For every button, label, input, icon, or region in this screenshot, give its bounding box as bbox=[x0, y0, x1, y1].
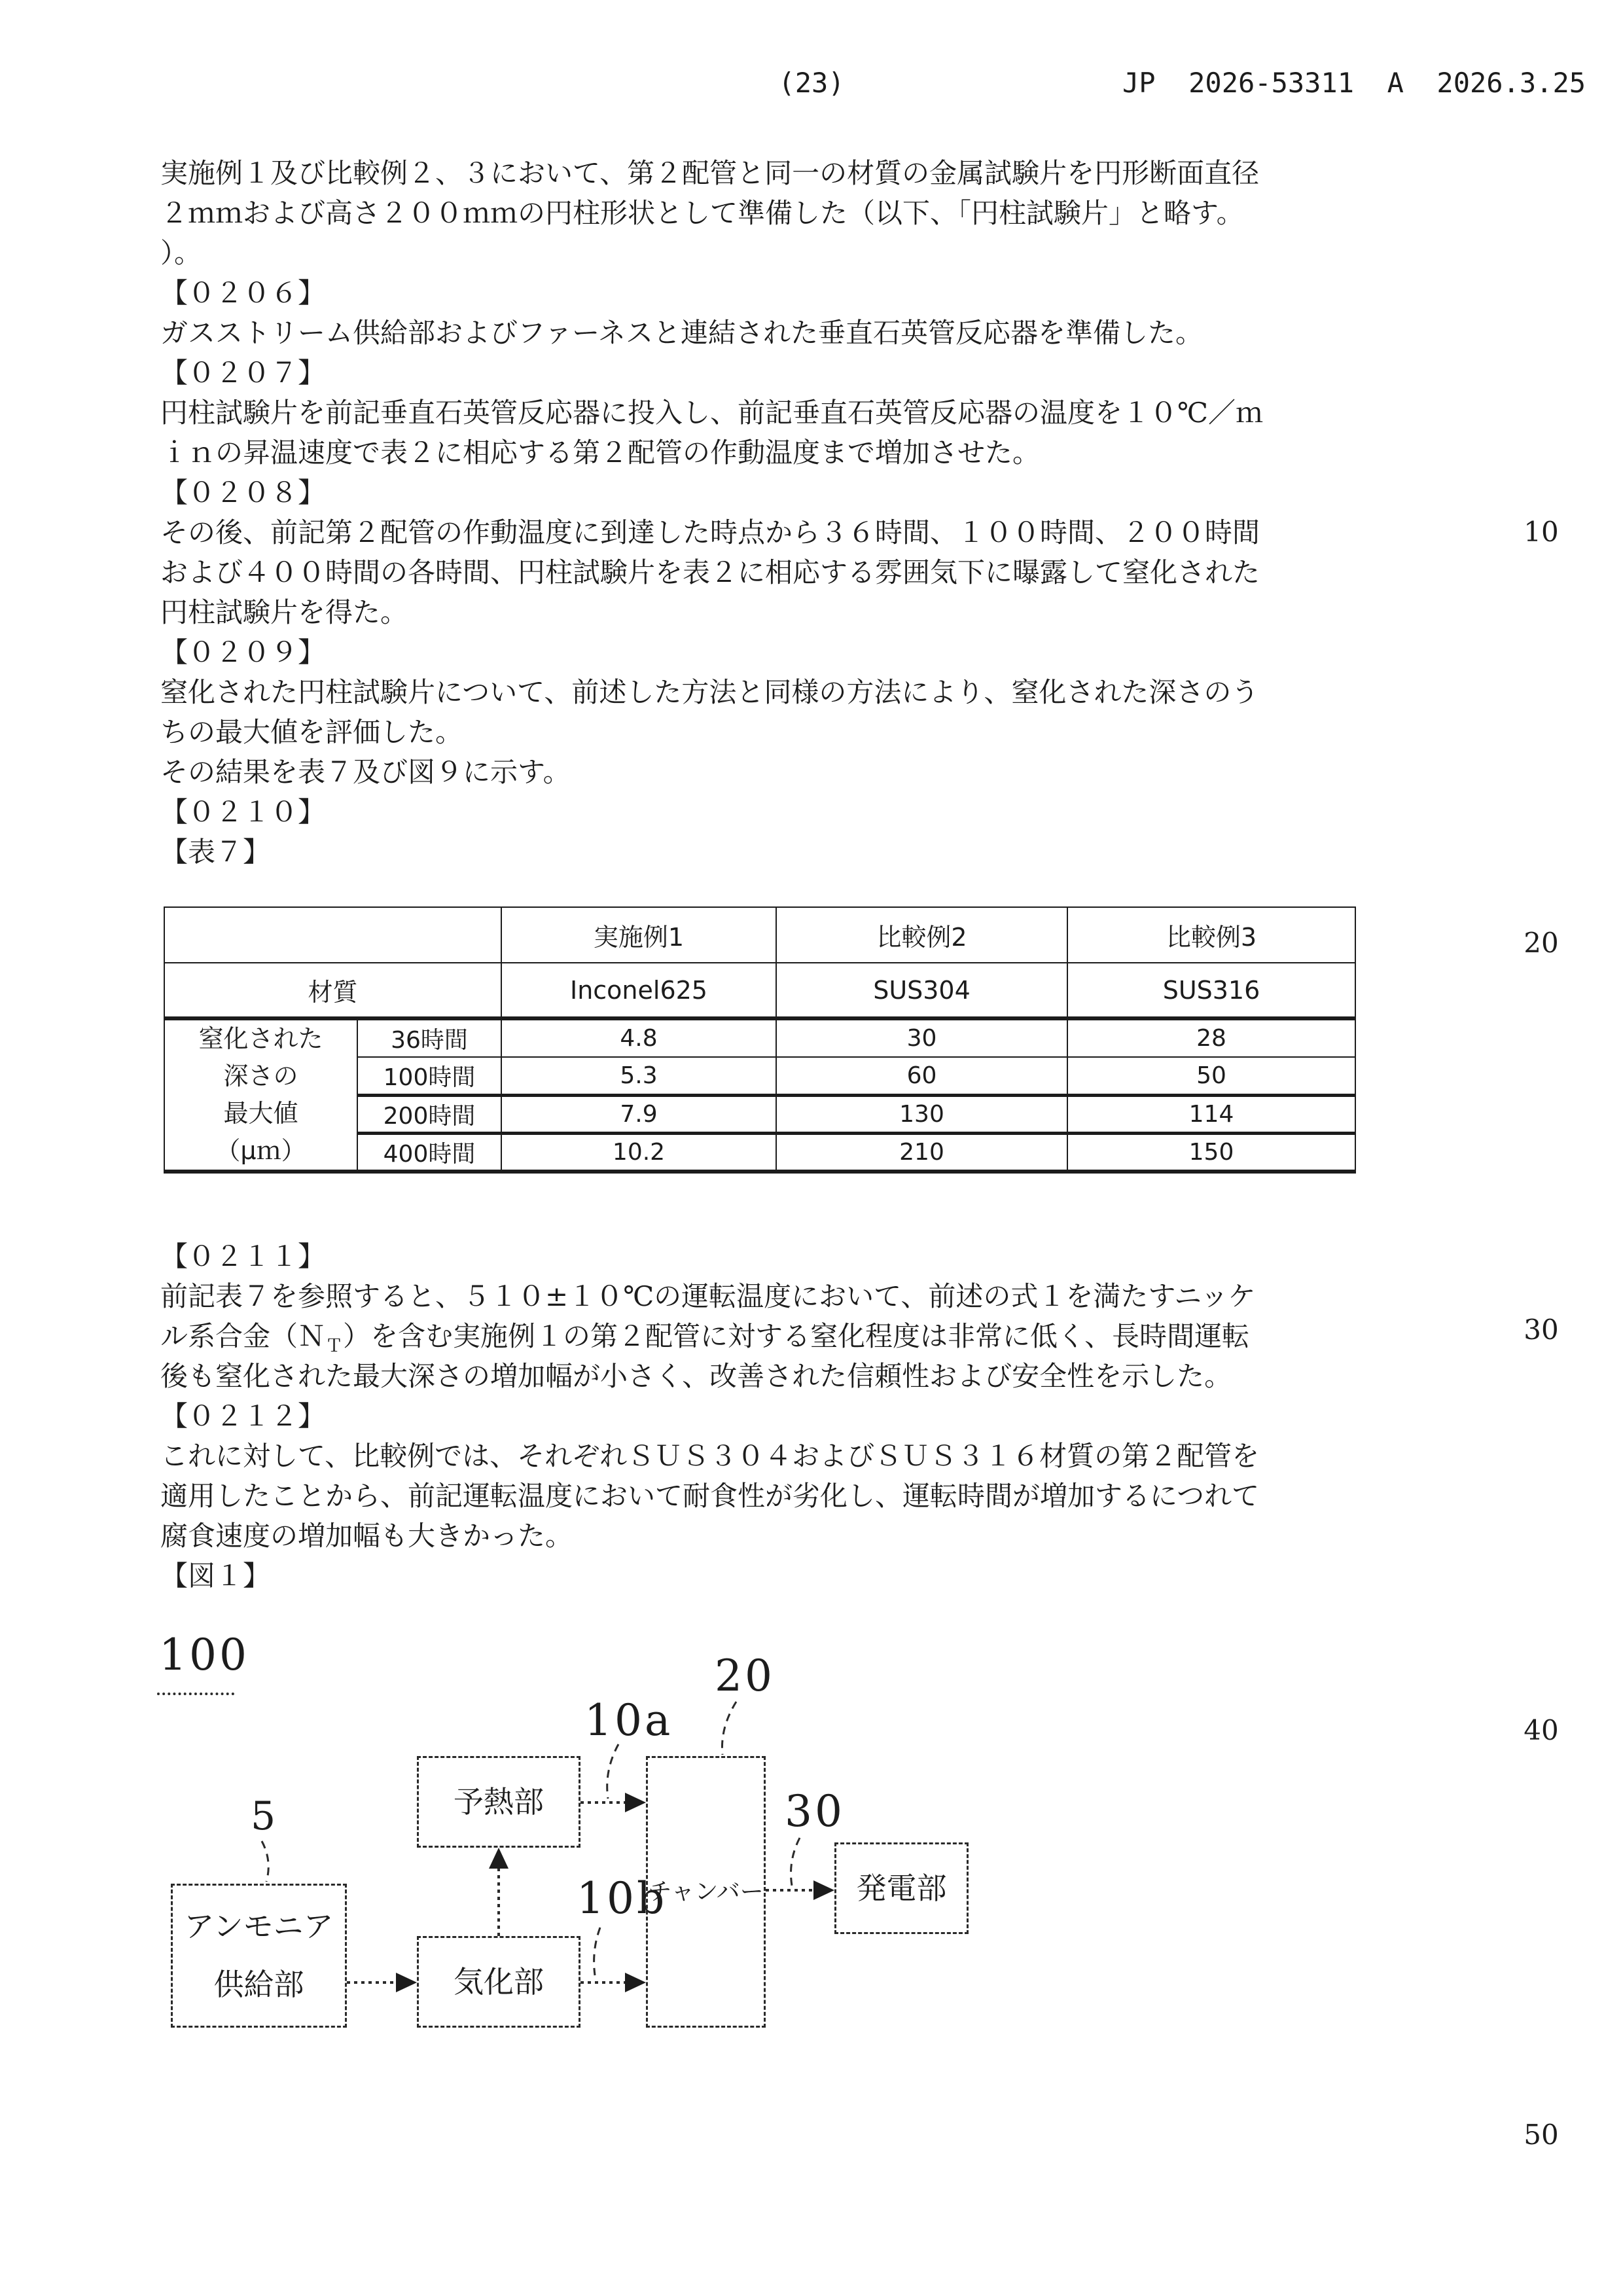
paragraph-marker-0207: 【０２０７】 bbox=[160, 357, 326, 389]
paragraph-line: 円柱試験片を得た。 bbox=[160, 596, 408, 628]
vaporizer-label: 気化部 bbox=[454, 1964, 544, 2000]
paragraph-line: その結果を表７及び図９に示す。 bbox=[160, 756, 571, 788]
margin-line-number-40: 40 bbox=[1524, 1714, 1559, 1746]
line-segment: ル系合金（Ｎ bbox=[160, 1320, 326, 1352]
value-cell: 150 bbox=[1067, 1134, 1355, 1172]
table-corner-cell bbox=[164, 907, 501, 963]
paragraph-line: これに対して、比較例では、それぞれＳＵＳ３０４およびＳＵＳ３１６材質の第２配管を bbox=[160, 1440, 1260, 1472]
value-cell: 5.3 bbox=[501, 1057, 776, 1096]
row-group-label-line: 深さの bbox=[223, 1062, 298, 1090]
row-group-label-line: 最大値 bbox=[223, 1099, 298, 1128]
margin-line-number-10: 10 bbox=[1524, 516, 1559, 548]
figure-ref-30: 30 bbox=[785, 1786, 845, 1837]
column-header: 実施例1 bbox=[501, 907, 776, 963]
paragraph-marker-0212: 【０２１２】 bbox=[160, 1400, 326, 1432]
publication-id: JP 2026-53311 A 2026.3.25 bbox=[1122, 67, 1586, 99]
paragraph-marker-0211: 【０２１１】 bbox=[160, 1240, 326, 1272]
chamber-label: チャンバー bbox=[648, 1878, 764, 1905]
ammonia-supply-label-line2: 供給部 bbox=[213, 1967, 304, 2002]
value-cell: 4.8 bbox=[501, 1018, 776, 1057]
body-text-block-2 bbox=[160, 1236, 1495, 1596]
figure-ref-20: 20 bbox=[715, 1651, 775, 1701]
paragraph-marker-0210: 【０２１０】 bbox=[160, 796, 326, 828]
power-generation-label: 発電部 bbox=[856, 1870, 947, 1906]
chamber-box bbox=[646, 1756, 766, 2028]
paragraph-line: 適用したことから、前記運転温度において耐食性が劣化し、運転時間が増加するにつれて bbox=[160, 1480, 1260, 1512]
value-cell: 30 bbox=[776, 1018, 1067, 1057]
margin-line-number-50: 50 bbox=[1524, 2119, 1559, 2151]
margin-line-number-30: 30 bbox=[1524, 1314, 1559, 1346]
value-cell: 60 bbox=[776, 1057, 1067, 1096]
row-group-label-cell bbox=[164, 1018, 357, 1172]
paragraph-line bbox=[160, 1316, 1495, 1356]
paragraph-line: 窒化された円柱試験片について、前述した方法と同様の方法により、窒化された深さのう bbox=[160, 676, 1259, 708]
value-cell: 50 bbox=[1067, 1057, 1355, 1096]
paragraph-line: ）。 bbox=[160, 237, 202, 269]
figure-ref-10a: 10a bbox=[584, 1695, 673, 1746]
paragraph-line: ちの最大値を評価した。 bbox=[160, 716, 463, 748]
page-number: (23) bbox=[778, 67, 845, 99]
table-7-caption: 【表７】 bbox=[160, 836, 271, 868]
paragraph-line: および４００時間の各時間、円柱試験片を表２に相応する雰囲気下に曝露して窒化された bbox=[160, 556, 1260, 588]
value-cell: 130 bbox=[776, 1095, 1067, 1134]
paragraph-line: 後も窒化された最大深さの増加幅が小さく、改善された信頼性および安全性を示した。 bbox=[160, 1360, 1232, 1392]
value-cell: 28 bbox=[1067, 1018, 1355, 1057]
preheater-label: 予熱部 bbox=[454, 1784, 544, 1820]
figure-ref-100-underline bbox=[157, 1693, 234, 1695]
table-7 bbox=[164, 906, 1356, 1174]
table-row bbox=[164, 963, 1355, 1018]
column-header: 比較例2 bbox=[776, 907, 1067, 963]
paragraph-line: 円柱試験片を前記垂直石英管反応器に投入し、前記垂直石英管反応器の温度を１０℃／ｍ bbox=[160, 397, 1263, 429]
time-label-cell: 400時間 bbox=[357, 1134, 501, 1172]
vaporizer-box bbox=[417, 1936, 580, 2028]
figure-ref-10b: 10b bbox=[577, 1873, 668, 1924]
column-header: 比較例3 bbox=[1067, 907, 1355, 963]
value-cell: 10.2 bbox=[501, 1134, 776, 1172]
preheater-box bbox=[417, 1756, 580, 1848]
subscript-t: Ｔ bbox=[325, 1336, 344, 1356]
paragraph-line: 前記表７を参照すると、５１０±１０℃の運転温度において、前述の式１を満たすニッケ bbox=[160, 1280, 1256, 1312]
material-label-cell: 材質 bbox=[164, 963, 501, 1018]
ammonia-supply-label-line1: アンモニア bbox=[184, 1909, 334, 1945]
paragraph-marker-0209: 【０２０９】 bbox=[160, 636, 326, 668]
figure-1-caption: 【図１】 bbox=[160, 1560, 271, 1592]
row-group-label-line: 窒化された bbox=[198, 1024, 323, 1053]
time-label-cell: 200時間 bbox=[357, 1095, 501, 1134]
table-row bbox=[164, 907, 1355, 963]
paragraph-line: ガスストリーム供給部およびファーネスと連結された垂直石英管反応器を準備した。 bbox=[160, 317, 1204, 349]
table-row bbox=[164, 1018, 1355, 1057]
paragraph-marker-0208: 【０２０８】 bbox=[160, 476, 326, 509]
paragraph-line: その後、前記第２配管の作動温度に到達した時点から３６時間、１００時間、２００時間 bbox=[160, 516, 1260, 548]
value-cell: 7.9 bbox=[501, 1095, 776, 1134]
ammonia-supply-box bbox=[171, 1884, 347, 2028]
body-text-block-1 bbox=[160, 153, 1495, 872]
power-generation-box bbox=[834, 1842, 969, 1934]
figure-ref-5: 5 bbox=[251, 1793, 279, 1839]
figure-1-drawing bbox=[0, 1571, 1623, 2296]
material-cell: SUS304 bbox=[776, 963, 1067, 1018]
paragraph-line: 腐食速度の増加幅も大きかった。 bbox=[160, 1520, 573, 1552]
paragraph-line: ｉｎの昇温速度で表２に相応する第２配管の作動温度まで増加させた。 bbox=[160, 437, 1041, 469]
value-cell: 210 bbox=[776, 1134, 1067, 1172]
paragraph-marker-0206: 【０２０６】 bbox=[160, 277, 326, 309]
time-label-cell: 36時間 bbox=[357, 1018, 501, 1057]
figure-ref-100: 100 bbox=[159, 1630, 249, 1680]
paragraph-line: ２ｍｍおよび高さ２００ｍｍの円柱形状として準備した（以下、「円柱試験片」と略す。 bbox=[160, 197, 1244, 229]
margin-line-number-20: 20 bbox=[1524, 927, 1559, 959]
material-cell: SUS316 bbox=[1067, 963, 1355, 1018]
line-segment: ）を含む実施例１の第２配管に対する窒化程度は非常に低く、長時間運転 bbox=[343, 1320, 1250, 1352]
time-label-cell: 100時間 bbox=[357, 1057, 501, 1096]
paragraph-line: 実施例１及び比較例２、３において、第２配管と同一の材質の金属試験片を円形断面直径 bbox=[160, 157, 1260, 189]
value-cell: 114 bbox=[1067, 1095, 1355, 1134]
material-cell: Inconel625 bbox=[501, 963, 776, 1018]
row-group-label-line: （μｍ） bbox=[215, 1136, 306, 1165]
